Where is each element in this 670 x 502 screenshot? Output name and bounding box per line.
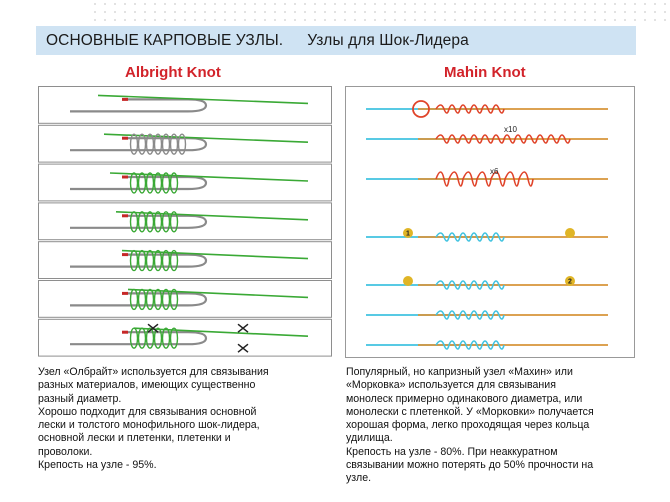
mahin-marker-2-label: 2 (568, 278, 572, 286)
mahin-title: Mahin Knot (444, 64, 526, 81)
header-title: ОСНОВНЫЕ КАРПОВЫЕ УЗЛЫ. (46, 31, 284, 49)
header-banner (36, 26, 636, 55)
albright-step-frame (39, 87, 332, 124)
mahin-marker-1-label: 1 (406, 230, 410, 238)
albright-step-7 (39, 319, 332, 356)
mahin-desc-1: Популярный, но капризный узел «Махин» или «Морковка» используется для связывания монолеск примерно одинакового диаметра, или монолески с плетенкой. У «Морковки» получается хорошая форма, легко проходящая через кольца удилища. (346, 366, 594, 445)
mahin-x10-label: x10 (504, 125, 517, 134)
albright-step-frame (39, 281, 332, 318)
dot-grid-decoration (90, 0, 670, 22)
albright-step-1 (39, 87, 332, 124)
albright-diagram (38, 86, 332, 358)
mahin-desc-2: Крепость на узле - 80%. При неаккуратном связывании можно потерять до 50% прочности на узле. (346, 445, 594, 485)
albright-step-6 (39, 281, 332, 318)
albright-step-frame (39, 319, 332, 356)
mahin-step-marker (403, 276, 413, 286)
albright-step-5 (39, 242, 332, 279)
albright-desc-3: Крепость на узле - 95%. (38, 459, 157, 472)
header-subtitle: Узлы для Шок-Лидера (307, 31, 469, 49)
mahin-step-6 (366, 311, 608, 319)
albright-description (38, 366, 336, 472)
mahin-step-7 (366, 341, 608, 349)
albright-desc-1: Узел «Олбрайт» используется для связывания разных материалов, имеющих существенно разный диаметр. (38, 366, 269, 405)
mahin-step-marker (565, 228, 575, 238)
albright-step-2 (39, 125, 332, 162)
albright-title: Albright Knot (125, 64, 221, 81)
albright-step-frame (39, 242, 332, 279)
albright-step-3 (39, 164, 332, 201)
albright-desc-2: Хорошо подходит для связывания основной лески и толстого монофильного шок-лидера, основной лески и плетенки, плетенки и проволоки. (38, 405, 260, 458)
mahin-diagram (345, 86, 635, 358)
mahin-step-2 (366, 135, 608, 143)
albright-step-frame (39, 203, 332, 240)
albright-step-4 (39, 203, 332, 240)
mahin-step-3 (366, 172, 608, 186)
mahin-description (346, 366, 646, 486)
mahin-step-4 (366, 228, 608, 241)
mahin-x6-label: x6 (490, 167, 499, 176)
albright-step-frame (39, 164, 332, 201)
mahin-step-1 (366, 101, 608, 117)
